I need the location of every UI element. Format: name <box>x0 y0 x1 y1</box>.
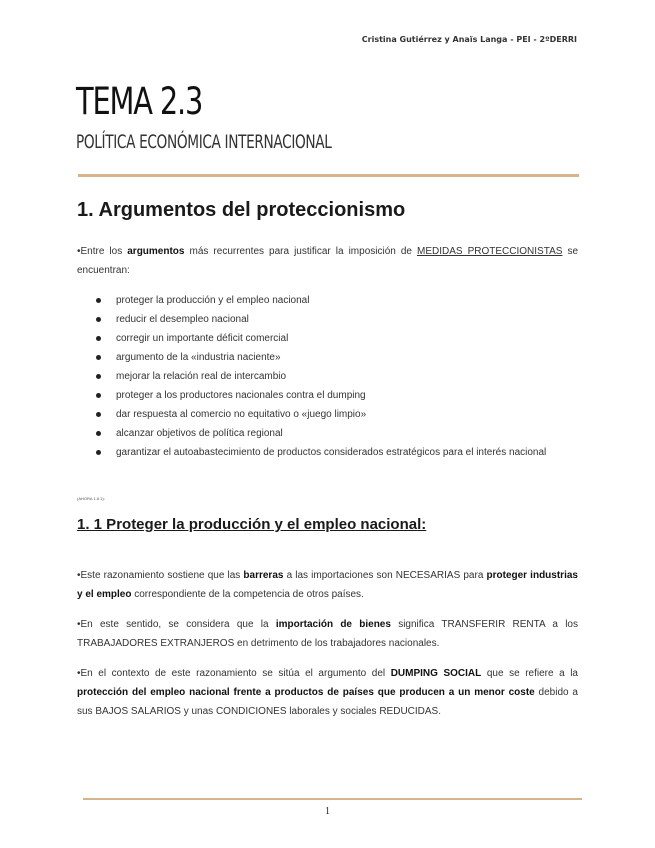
page-title: TEMA 2.3 <box>76 80 203 123</box>
intro-bold: argumentos <box>127 246 185 257</box>
paragraph-2 <box>77 615 578 653</box>
list-item: proteger la producción y el empleo nacional <box>96 291 578 310</box>
list-item: argumento de la «industria naciente» <box>96 348 578 367</box>
p1-b: barreras <box>243 570 284 581</box>
p3-e: debido a sus BAJOS SALARIOS y unas CONDICIONES laborales y sociales REDUCIDAS. <box>77 687 578 717</box>
tiny-note: (AHORA 1 A 1): <box>77 496 105 501</box>
list-item: alcanzar objetivos de política regional <box>96 424 578 443</box>
argument-list <box>96 291 578 462</box>
p1-d: proteger industrias y el empleo <box>77 570 578 600</box>
list-item: garantizar el autoabastecimiento de productos considerados estratégicos para el interés nacional <box>96 443 578 462</box>
paragraph-1 <box>77 566 578 604</box>
page-number: 1 <box>325 806 330 817</box>
intro-prefix: •Entre los <box>77 246 128 257</box>
intro-middle: más recurrentes para justificar la imposición de <box>184 246 417 257</box>
section-heading: 1. Argumentos del proteccionismo <box>77 199 406 221</box>
p2-b: importación de bienes <box>275 619 391 630</box>
p1-c: a las importaciones son NECESARIAS para <box>283 570 487 581</box>
list-item: reducir el desempleo nacional <box>96 310 578 329</box>
footer-divider <box>83 798 582 800</box>
p3-c: que se refiere a la <box>481 668 578 679</box>
list-item: dar respuesta al comercio no equitativo o «juego limpio» <box>96 405 578 424</box>
subsection-heading: 1. 1 Proteger la producción y el empleo nacional: <box>77 516 427 533</box>
top-divider <box>78 174 579 177</box>
list-item: corregir un importante déficit comercial <box>96 329 578 348</box>
list-item: proteger a los productores nacionales contra el dumping <box>96 386 578 405</box>
paragraph-3 <box>77 664 578 721</box>
intro-underlined: MEDIDAS PROTECCIONISTAS <box>417 246 563 257</box>
page-subtitle: POLÍTICA ECONÓMICA INTERNACIONAL <box>76 131 332 153</box>
p1-e: correspondiente de la competencia de otros países. <box>131 589 364 600</box>
intro-suffix: se encuentran: <box>77 246 579 276</box>
intro-paragraph <box>77 242 578 280</box>
p3-b: DUMPING SOCIAL <box>390 668 482 679</box>
p3-d: protección del empleo nacional frente a productos de países que producen a un menor coste <box>77 687 535 698</box>
header-note: Cristina Gutiérrez y Anaïs Langa - PEI - 2ºDERRI <box>361 35 577 44</box>
p2-c: significa TRANSFERIR RENTA a los TRABAJADORES EXTRANJEROS en detrimento de los trabajadores nacionales. <box>77 619 578 649</box>
p1-a: •Este razonamiento sostiene que las <box>77 570 244 581</box>
p2-a: •En este sentido, se considera que la <box>77 619 276 630</box>
list-item: mejorar la relación real de intercambio <box>96 367 578 386</box>
p3-a: •En el contexto de este razonamiento se sitúa el argumento del <box>77 668 391 679</box>
